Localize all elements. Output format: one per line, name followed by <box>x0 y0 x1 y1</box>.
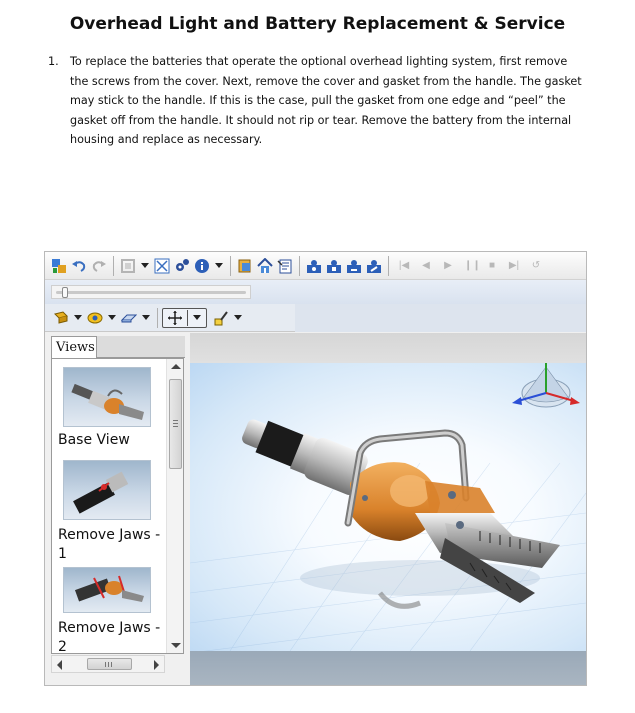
views-list <box>51 358 184 654</box>
select-tool-icon[interactable] <box>53 310 69 326</box>
viewport-header <box>190 333 586 363</box>
3d-viewer <box>44 251 587 686</box>
step-text: To replace the batteries that operate the optional overhead lighting system, first remove the screws from the cover. Next, remove the cover and gasket from the handle. The gasket may stick to the handle. If this is the case, pull the gasket from one edge and “peel” the gasket off from the handle. It should not rip or tear. Remove the battery from the internal housing and replace as necessary. <box>70 55 582 146</box>
fit-dropdown-chevron-down-icon[interactable] <box>141 263 149 268</box>
page-title: Overhead Light and Battery Replacement & Service <box>69 14 566 34</box>
cross-section-icon[interactable] <box>237 258 253 274</box>
grip-line <box>173 426 178 427</box>
tools-toolbar <box>45 304 295 332</box>
scroll-right-icon[interactable] <box>154 660 159 670</box>
view-label-base-view: Base View <box>58 432 130 448</box>
grip-line <box>111 662 112 667</box>
move-crosshair-icon <box>167 310 183 326</box>
scroll-thumb[interactable] <box>169 379 182 469</box>
grip-line <box>105 662 106 667</box>
pause-icon[interactable]: ❙❙ <box>464 259 481 271</box>
slider-track <box>56 291 246 294</box>
undo-icon[interactable] <box>71 258 87 274</box>
render-mode-icon[interactable] <box>121 310 137 326</box>
scene-icon[interactable] <box>51 258 67 274</box>
visibility-eye-icon[interactable] <box>87 310 103 326</box>
previous-icon[interactable]: ◀ <box>422 259 430 271</box>
tab-views[interactable]: Views <box>51 336 97 358</box>
last-frame-icon[interactable]: ▶| <box>508 259 520 271</box>
toolbar-separator <box>299 256 300 276</box>
info-icon[interactable] <box>194 258 210 274</box>
camera-top-icon[interactable] <box>346 258 362 274</box>
scroll-up-icon[interactable] <box>171 364 181 369</box>
views-horizontal-scrollbar[interactable] <box>51 655 165 673</box>
camera-front-icon[interactable] <box>306 258 322 274</box>
view-thumbnail-remove-jaws-2[interactable] <box>63 567 151 613</box>
grip-line <box>173 423 178 424</box>
zoom-icon[interactable] <box>154 258 170 274</box>
view-label-remove-jaws-2: Remove Jaws - 2 <box>58 620 161 654</box>
camera-side-icon[interactable] <box>326 258 342 274</box>
home-icon[interactable] <box>257 258 273 274</box>
view-label-remove-jaws-1: Remove Jaws - 1 <box>58 527 161 562</box>
tab-strip <box>97 336 185 358</box>
timeline-slider[interactable] <box>51 285 251 299</box>
slider-thumb[interactable] <box>62 287 68 298</box>
instruction-step <box>48 52 588 150</box>
camera-iso-icon[interactable] <box>366 258 382 274</box>
toolbar-separator <box>157 308 158 328</box>
main-toolbar <box>45 252 586 280</box>
step-number: 1. <box>48 55 59 68</box>
stop-icon[interactable]: ■ <box>488 259 496 271</box>
views-panel <box>46 333 187 685</box>
3d-viewport[interactable] <box>190 363 586 651</box>
loop-icon[interactable]: ↺ <box>531 259 541 271</box>
scroll-down-icon[interactable] <box>171 643 181 648</box>
views-vertical-scrollbar[interactable] <box>166 359 184 653</box>
render-dropdown-chevron-down-icon[interactable] <box>142 315 150 320</box>
markup-dropdown-chevron-down-icon[interactable] <box>234 315 242 320</box>
pan-dropdown-chevron-down-icon[interactable] <box>193 315 201 320</box>
fit-icon[interactable] <box>120 258 136 274</box>
visibility-dropdown-chevron-down-icon[interactable] <box>108 315 116 320</box>
info-dropdown-chevron-down-icon[interactable] <box>215 263 223 268</box>
timeline-bar <box>45 280 586 304</box>
toolbar-separator <box>230 256 231 276</box>
settings-icon[interactable] <box>174 258 190 274</box>
viewport-bottom-strip <box>190 651 586 685</box>
orientation-triad[interactable] <box>510 363 582 415</box>
split-divider <box>187 310 188 326</box>
scroll-left-icon[interactable] <box>57 660 62 670</box>
notes-icon[interactable] <box>277 258 293 274</box>
redo-icon[interactable] <box>91 258 107 274</box>
markup-pen-icon[interactable] <box>213 310 229 326</box>
toolbar-separator <box>113 256 114 276</box>
view-thumbnail-remove-jaws-1[interactable] <box>63 460 151 520</box>
hscroll-thumb[interactable] <box>87 658 132 670</box>
view-thumbnail-base-view[interactable] <box>63 367 151 427</box>
toolbar-separator <box>388 256 389 276</box>
play-icon[interactable]: ▶ <box>444 259 452 271</box>
grip-line <box>173 420 178 421</box>
grip-line <box>108 662 109 667</box>
first-frame-icon[interactable]: |◀ <box>398 259 410 271</box>
pan-tool-button[interactable] <box>162 308 207 328</box>
select-dropdown-chevron-down-icon[interactable] <box>74 315 82 320</box>
